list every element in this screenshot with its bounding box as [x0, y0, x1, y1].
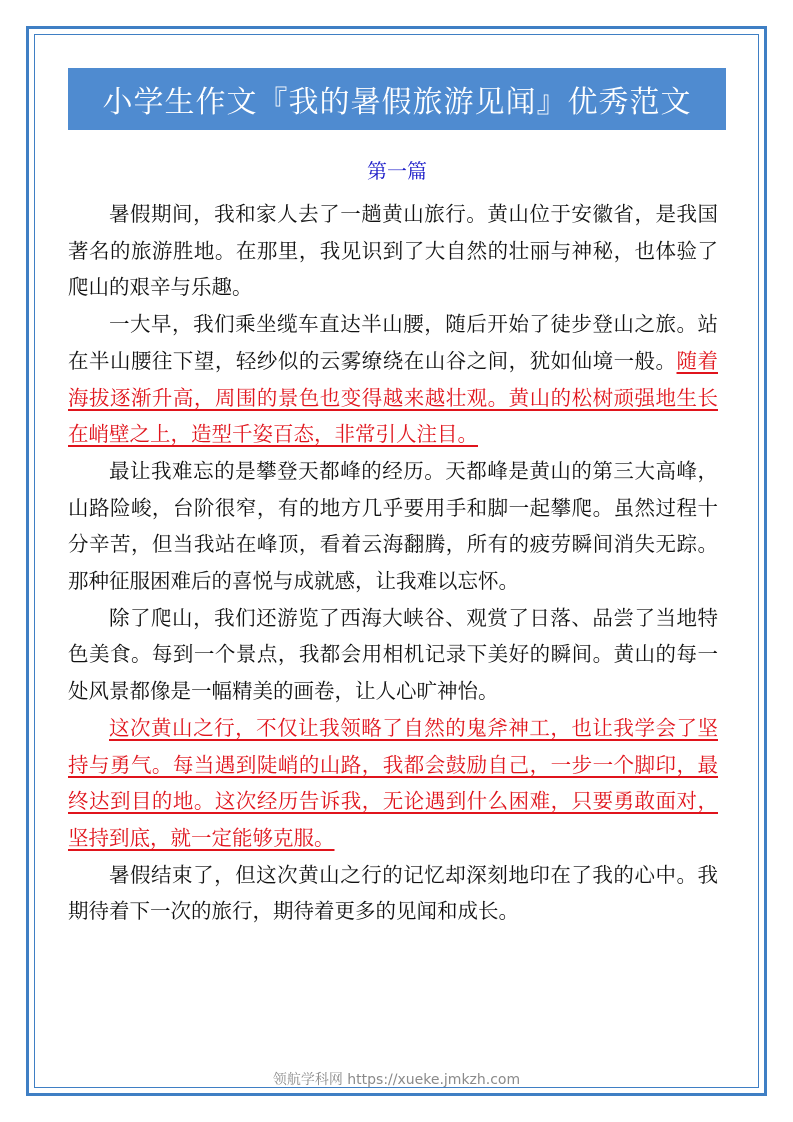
paragraph-6: 暑假结束了，但这次黄山之行的记忆却深刻地印在了我的心中。我期待着下一次的旅行，期待着更多的见闻和成长。 [68, 862, 718, 924]
paragraph-2-text: 一大早，我们乘坐缆车直达半山腰，随后开始了徒步登山之旅。站在半山腰往下望，轻纱似的云雾缭绕在山谷之间，犹如仙境一般。 [68, 312, 718, 373]
title-banner [68, 68, 726, 130]
paragraph-5 [68, 710, 718, 857]
paragraph-2 [68, 306, 718, 453]
highlighted-sentence: 随着海拔逐渐升高，周围的景色也变得越来越壮观。黄山的松树顽强地生长在峭壁之上，造型千姿百态，非常引人注目。 [68, 348, 718, 447]
footer-watermark: 领航学科网 https://xueke.jmkzh.com [272, 1072, 521, 1088]
paragraph-4: 除了爬山，我们还游览了西海大峡谷、观赏了日落、品尝了当地特色美食。每到一个景点，我都会用相机记录下美好的瞬间。黄山的每一处风景都像是一幅精美的画卷，让人心旷神怡。 [68, 605, 718, 704]
highlighted-paragraph: 这次黄山之行，不仅让我领略了自然的鬼斧神工，也让我学会了坚持与勇气。每当遇到陡峭的山路，我都会鼓励自己，一步一个脚印，最终达到目的地。这次经历告诉我，无论遇到什么困难，只要勇敢面对，坚持到底，就一定能够克服。 [68, 715, 718, 850]
paragraph-1: 暑假期间，我和家人去了一趟黄山旅行。黄山位于安徽省，是我国著名的旅游胜地。在那里，我见识到了大自然的壮丽与神秘，也体验了爬山的艰辛与乐趣。 [68, 202, 718, 300]
paragraph-3: 最让我难忘的是攀登天都峰的经历。天都峰是黄山的第三大高峰，山路险峻，台阶很窄，有的地方几乎要用手和脚一起攀爬。虽然过程十分辛苦，但当我站在峰顶，看着云海翻腾，所有的疲劳瞬间消失无踪。那种征服困难后的喜悦与成就感，让我难以忘怀。 [68, 458, 718, 594]
page-title: 小学生作文『我的暑假旅游见闻』优秀范文 [102, 85, 692, 120]
essay-body [68, 196, 718, 930]
section-heading: 第一篇 [367, 159, 427, 183]
